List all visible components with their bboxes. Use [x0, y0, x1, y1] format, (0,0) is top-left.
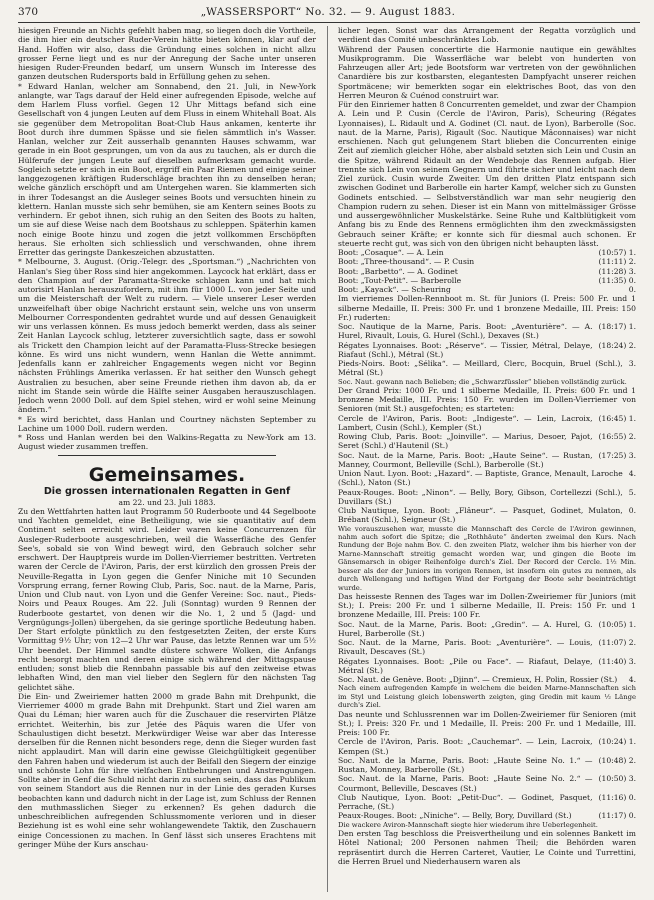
- results-list: [338, 322, 636, 378]
- result-row: [338, 657, 636, 676]
- result-time: 0.: [628, 506, 636, 516]
- section-subtitle: Die grossen internationalen Regatten in Genf: [43, 485, 291, 497]
- result-time: (11:35) 0.: [598, 275, 636, 285]
- result-time: (10:24) 1.: [598, 737, 636, 747]
- race-note: Wie vorauszusehen war, musste die Mannschaft des Cercle de l'Aviron gewinnen, nahm auch sofort die Spitze; die „Rothhäute“ änderten zweimal den Kurs. Nach Rundung der Boje nahm Bov. C. den zweiten Platz, welcher ihm bis hierher von der Marne-Mannschaft streitig gemacht worden war, und gingen die Boote im Gänsemarsch in obiger Reihenfolge durch's Ziel. Der Record der Cercle. 1½ Min. besser als der der Juniors im vorigen Rennen, ist insofern ein gutes zu nennen, als durch Wellengang und heftigen Wind der Fortgang der Boote sehr beeinträchtigt wurde.: [338, 524, 636, 592]
- paragraph: * Es wird berichtet, dass Hanlan und Courtney nächsten September zu Lachine um 1000 Doll. rudern werden.: [18, 414, 316, 433]
- result-row: [338, 248, 636, 257]
- result-row: [338, 774, 636, 793]
- result-entry: Rowing Club, Paris. Boot: „Joinville“. — Marius, Desoer, Pajot, Seret (Schl.) d'Hautenil (St.): [338, 432, 593, 451]
- paragraph: Zu den Wettfahrten hatten laut Programm 50 Ruderboote und 44 Segelboote und Yachten gemeldet, eine Betheiligung, wie sie quantitativ auf dem Continent selten erreicht wird. Leider waren keine Concurrenzen für Ausleger-Ruderboote ausgeschrieben, weil die Wasserfläche des Genfer See's, sobald sie von Wind bewegt wird, den Gebrauch solcher sehr erschwert. Der Hauptpreis wurde im Dollen-Vierriemer bestritten. Vertreten waren der Cercle de l'Aviron, Paris, der erst kürzlich den grossen Preis der Neuville-Regatta in Lyon gegen die Genfer Niniche mit 10 Secunden Vorsprung errang, ferner Rowing Club, Paris, Soc. naut. de la Marne, Paris, Union und Club naut. von Lyon und die Genfer Vereine: Soc. naut., Pieds-Noirs und Peaux Rouges. Am 22. Juli (Sonntag) wurden 9 Rennen der Ruderboote gestartet, von denen wir die No. 1, 2 und 5 (Jagd- und Vergnügungs-Jollen) übergehen, da sie geringe sportliche Bedeutung haben. Der Start erfolgte pünktlich zu den festgesetzten Zeiten, der erste Kurs Vormittag 9½ Uhr; von 12—2 Uhr war Pause, das letzte Rennen war um 5½ Uhr beendet. Der Himmel sandte düstere schwere Wolken, die Anfangs recht besorgt machten und deren einige sich während der Mittagspause entluden; sonst blieb die Rennbahn passable bis auf den zeitweise etwas lebhaften Wind, den man viel lieber den Seglern für den nächsten Tag gelichtet sähe.: [18, 506, 316, 692]
- paragraph: Den ersten Tag beschloss die Preisvertheilung und ein solennes Bankett im Hôtel National; 200 Personen nahmen Theil; die Behörden waren repräsentirt durch die Herren Carteret, Vautier, Le Cointe und Turrettini, die Herren Bruel und Niederhausern waren als: [338, 829, 636, 866]
- result-time: (11:40) 3.: [598, 656, 636, 666]
- result-time: (11:16) 0.: [598, 792, 636, 802]
- result-row: [338, 638, 636, 657]
- result-row: [338, 811, 636, 820]
- result-entry: Peaux-Rouges. Boot: „Niniche“. — Belly, Bory, Duvillard (St.): [338, 811, 572, 821]
- paragraph: Das neunte und Schlussrennen war im Dollen-Zweiriemer für Senioren (mit St.); I. Preis: 320 Fr. und 1 Medaille, II. Preis: 200 Fr. und 1 Medaille, III. Preis: 100 Fr.: [338, 709, 636, 738]
- result-time: 5.: [628, 487, 636, 497]
- result-row: [338, 793, 636, 812]
- result-entry: Régates Lyonnaises. Boot: „Pile ou Face“. — Riafaut, Delaye, Métral (St.): [338, 656, 593, 675]
- paragraph: licher legen. Sonst war das Arrangement der Regatta vorzüglich und verdient das Comité unbeschränktes Lob.: [338, 26, 636, 45]
- result-time: (11:11) 2.: [598, 257, 636, 267]
- result-time: (11:28) 3.: [598, 266, 636, 276]
- results-list: [338, 248, 636, 294]
- paragraph: * Melbourne, 3. August. (Orig.-Telegr. des „Sportsman.“) „Nachrichten von Hanlan's Sieg über Ross sind hier angekommen. Laycock hat erklärt, dass er den Champion auf der Paramatta-Strecke schlagen kann und hat mich autorisirt Hanlan herauszufordern, mit ihm für 1000 L. von jeder Seite und um die Meisterschaft der Welt zu rudern. — Viele unserer Leser werden unzweifelhaft über obige Nachricht erstaunt sein, welche uns von unserm Melbourner Correspondenten gedrahtet wurde und auf dessen Genauigkeit wir uns verlassen können. Es muss jedoch bemerkt werden, dass als seiner Zeit Hanlan Laycock schlug, letzterer zuversichtlich sagte, dass er sowohl als Trickett den Champion leicht auf der Paramatta-Fluss-Strecke besiegen könne. Es wird uns nicht wundern, wenn Hanlan die Wette annimmt. Jedenfalls kann er zahlreicher Engagements wegen nicht vor Beginn nächsten Frühlings Amerika verlassen. Er hat seither den Wunsch gehegt Australien zu besuchen, aber seine Freunde riethen ihm davon ab, da er nicht im Stande sein würde die Hälfte seiner Ausgaben herauszuschlagen. Jedoch wenn 2000 Doll. auf dem Spiel stehen, wird er wohl seine Meinung ändern.“: [18, 257, 316, 415]
- result-time: (11:17) 0.: [598, 811, 636, 821]
- race-note: Die wackere Aviron-Mannschaft siegte hier wiederum ihre Ueberlegenheit.: [338, 820, 598, 829]
- result-time: (10:50) 3.: [598, 774, 636, 784]
- result-row: [338, 359, 636, 378]
- section-rule: [58, 455, 276, 456]
- section-date: am 22. und 23. Juli 1883.: [118, 497, 216, 507]
- paragraph: Der Grand Prix: 1000 Fr. und 1 silberne Medaille, II. Preis: 600 Fr. und 1 bronzene Medaille, III. Preis: 150 Fr. wurden im Dollen-Vierriemer von Senioren (mit St.) ausgefochten; es starteten:: [338, 385, 636, 414]
- race-note: Nach einem aufregenden Kampfe in welchem die beiden Marne-Mannschaften sich im Styl und Leistung gleich lobenswerth zeigten, ging Gredin mit kaum ½ Länge durch's Ziel.: [338, 684, 636, 710]
- page-number: 370: [18, 6, 39, 18]
- result-entry: Régates Lyonnaises. Boot: „Réserve“. — Tissier, Métral, Delaye, Riafaut (Schl.), Métral (St.): [338, 340, 593, 359]
- paragraph: * Ross und Hanlan werden bei den Walkins-Regatta zu New-York am 13. August wieder zusammen treffen.: [18, 433, 316, 452]
- result-entry: Cercle de l'Aviron, Paris. Boot: „Indigeste“. — Lein, Lacroix, Lambert, Cusin (Schl.), Kempler (St.): [338, 413, 593, 432]
- result-row: [338, 451, 636, 470]
- result-row: [338, 469, 636, 488]
- paragraph: hiesigen Freunde an Nichts gefehlt haben mag, so liegen doch die Vortheile, die ihm hier ein deutscher Ruder-Verein hätte bieten können, klar auf der Hand. Hoffen wir also, dass die Gründung eines solchen in nicht allzu grosser Ferne liegt und es nur der Anregung der Sache unter unseren hiesigen Ruder-Freunden bedarf, um unsern Wunsch im Interesse des ganzen deutschen Rudersports bald in Erfüllung gehen zu sehen.: [18, 26, 316, 82]
- results-list: [338, 414, 636, 525]
- paragraph: Für den Einriemer hatten 8 Concurrenten gemeldet, und zwar der Champion A. Lein und P. Cusin (Cercle de l'Aviron, Paris), Scheuring (Régates Lyonnaises), L. Ridault und A. Godinet (Cl. naut. de Lyon), Barberolle (Soc. naut. de la Marne, Paris), Rigault (Soc. Nautique Mâconnaises) war nicht erschienen. Nach gut gelungenem Start blieben die Concurrenten einige Zeit auf ziemlich gleicher Höhe, aber alsbald setzten sich Lein und Cusin an die Spitze, während Ridault an der Wendeboje das Rennen aufgab. Hier trennte sich Lein von seinem Gegnern und führte sicher und leicht nach dem Ziel zurück. Cusin wurde Zweiter. Um den dritten Platz entspann sich zwischen Godinet und Barberolle ein harter Kampf, welcher sich zu Gunsten Godinets entschied. — Selbstverständlich war man sehr neugierig den Champion rudern zu sehen. Dieser ist ein Mann von mittelmässiger Grösse und aussergewöhnlicher Muskelstärke. Seine Ruhe und Kaltblütigkeit vom Anfang bis zu Ende des Rennens ermöglichten ihm den zweckmässigsten Gebrauch seiner Kräfte; er konnte sich für diesmal auch schonen. Er steuerte recht gut, was sich von den übrigen nicht behaupten lässt.: [338, 100, 636, 248]
- result-time: 4.: [628, 675, 636, 685]
- result-row: [338, 432, 636, 451]
- result-row: [338, 285, 636, 294]
- result-row: [338, 737, 636, 756]
- result-entry: Club Nautique, Lyon. Boot: „Flâneur“. — Pasquet, Godinet, Mulaton, Brébant (Schl.), Seigneur (St.): [338, 506, 623, 525]
- result-time: (16:45) 1.: [598, 413, 636, 423]
- result-entry: Club Nautique, Lyon. Boot: „Petit-Duc“. — Godinet, Pasquet, Perrache, (St.): [338, 792, 593, 812]
- right-column: [338, 26, 636, 892]
- result-entry: Cercle de l'Aviron, Paris. Boot: „Cauchemar“. — Lein, Lacroix, Kempen (St.): [338, 737, 593, 756]
- page-header: [18, 6, 640, 23]
- result-row: [338, 276, 636, 285]
- result-entry: Soc. Naut. de Genève. Boot: „Djinn“. — Cremieux, H. Polin, Rossier (St.): [338, 675, 618, 685]
- result-entry: Boot: „Barbetto“. — A. Godinet: [338, 266, 458, 276]
- result-row: [338, 506, 636, 525]
- result-entry: Union Naut. Lyon. Boot: „Hazard“. — Baptiste, Grance, Menault, Laroche (Schl.), Naton (St.): [338, 469, 623, 488]
- paragraph: Das heisseste Rennen des Tages war im Dollen-Zweiriemer für Juniors (mit St.); I. Preis: 200 Fr. und 1 silberne Medaille, II. Preis: 150 Fr. und 1 bronzene Medaille, III. Preis: 100 Fr.: [338, 591, 636, 620]
- result-row: [338, 322, 636, 341]
- results-list: [338, 620, 636, 685]
- paragraph: * Edward Hanlan, welcher am Sonnabend, den 21. Juli, in New-York anlangte, war Tags darauf der Held einer aufregenden Episode, welche auf dem Harlem Fluss vorfiel. Gegen 12 Uhr Mittags befand sich eine Gesellschaft von 4 jungen Leuten auf dem Fluss in einem Whitehall Boat. Als sie gegenüber dem Metropolitan Boat-Club Haus ankamen, kenterte ihr Boot durch ihre dummen Spässe und sie fielen sämmtlich in's Wasser. Hanlan, welcher zur Zeit ausserhalb genannten Hauses schwamm, war gerade in ein Boot gesprungen, um von da aus zu tauchen, als er durch die Hülferufe der jungen Leute auf dieselben aufmerksam gemacht wurde. Sogleich setzte er sich in ein Boot, ergriff ein Paar Riemen und einige seiner langgezogenen kräftigen Ruderschläge brachten ihn zu denselben heran; welche gänzlich erschöpft und am Untergehen waren. Sie klammerten sich in ihrer Todesangst an die Ausleger seines Boots und versuchten hinein zu klettern. Hanlan musste sich sehr bemühen, sie am Kentern seines Boots zu verhindern. Er gebot ihnen, sich ruhig an den Seiten des Boots zu halten, um sie auf diese Weise nach dem Bootshaus zu schleppen. Späterhin kamen noch einige Boote hinzu und zogen die jetzt vollkommen Erschöpften heraus. Sie erholten sich schliesslich und verschwanden, ohne ihrem Erretter das geringste Dankeszeichen abzustatten.: [18, 81, 316, 257]
- running-title: „WASSERSPORT“ No. 32. — 9. August 1883.: [200, 6, 456, 18]
- result-row: [338, 620, 636, 639]
- results-list: [338, 737, 636, 820]
- paragraph: Die Ein- und Zweiriemer hatten 2000 m grade Bahn mit Drehpunkt, die Vierriemer 4000 m grade Bahn mit Drehpunkt. Start und Ziel waren am Quai du Léman; hier waren auch für die Zuschauer die reservirten Plätze errichtet. Weiterhin, bis zur Jetée des Pâquis waren die Ufer von Schaulustigen dicht besetzt. Merkwürdiger Weise war aber das Interesse derselben für die Rennen nicht besonders rege, denn die Sieger wurden fast nicht applaudirt. Man will darin eine gewisse Gleichgültigkeit gegenüber den Fahren haben und wiederum ist auch der Beifall den Siegern der einzige und schönste Lohn für ihre vielfachen Entbehrungen und Anstrengungen. Sollte aber in Genf die Schuld nicht darin zu suchen sein, dass das Publikum von seinem Standort aus die Rennen nur in der Linie des geraden Kurses beobachten kann und dadurch nicht in der Lage ist, zum Schluss der Rennen den muthmasslichen Sieger zu erkennen? Es gehen dadurch die unbeschreiblichen aufregenden Schlussmomente verloren und in dieser Beziehung ist es wohl eine sehr wohlangewendete Taktik, den Zuschauern einige Concessionen zu machen. In Genf lässt sich unseres Erachtens mit geringer Mühe der Kurs anschau-: [18, 691, 316, 849]
- result-row: [338, 257, 636, 266]
- result-time: 0.: [628, 285, 636, 294]
- result-entry: Soc. Naut. de la Marne, Paris. Boot: „Gredin“. — A. Hurel, G. Hurel, Barberolle (St.): [338, 619, 593, 638]
- result-row: [338, 675, 636, 684]
- column-divider: [327, 26, 328, 892]
- result-row: [338, 414, 636, 433]
- left-column: [18, 26, 316, 892]
- paragraph: Während der Pausen concertirte die Harmonie nautique ein gewähltes Musikprogramm. Die Wasserfläche war belebt von hunderten von Fahrzeugen aller Art; jede Bootsform war vertreten von der gewöhnlichen Canardière bis zur kostbarsten, elegantesten Dampfyacht unserer reichen Sportmäcene; wir bemerkten sogar ein elektrisches Boot, das von den Herren Meuron & Cuénod construirt war.: [338, 44, 636, 100]
- result-entry: Boot: „Tout-Petit“. — Barberolle: [338, 275, 462, 285]
- result-time: (10:05) 1.: [598, 619, 636, 629]
- result-entry: Soc. Naut. de la Marne, Paris. Boot: „Aventurière“. — Louis, Rivault, Descaves (St.): [338, 638, 593, 657]
- paragraph: Im vierriemes Dollen-Rennboot m. St. für Juniors (I. Preis: 500 Fr. und 1 silberne Medaille, II. Preis: 300 Fr. und 1 bronzene Medaille, III. Preis: 150 Fr.) ruderten:: [338, 294, 636, 322]
- result-time: 4.: [628, 469, 636, 479]
- result-entry: Boot: „Kayack“. — Scheuring: [338, 285, 451, 294]
- result-entry: Boot: „Three-thousand“. — P. Cusin: [338, 257, 475, 267]
- result-time: (18:17) 1.: [598, 322, 636, 331]
- section-title: Gemeinsames.: [88, 463, 246, 486]
- result-entry: Peaux-Rouges. Boot: „Ninon“. — Belly, Bory, Gibson, Cortellezzi (Schl.), Duvillars (St.): [338, 487, 623, 506]
- race-note: Soc. Naut. gewann nach Belieben; die „Schwarzfüssler“ blieben vollständig zurück.: [338, 377, 627, 386]
- result-entry: Soc. Naut. de la Marne, Paris. Boot: „Haute Seine No. 2.“ — Courmont, Belleville, Descaves (St.): [338, 774, 593, 793]
- result-row: [338, 341, 636, 360]
- result-time: (16:55) 2.: [598, 432, 636, 442]
- result-time: (10:57) 1.: [598, 248, 636, 257]
- result-time: (10:48) 2.: [598, 755, 636, 765]
- result-row: [338, 488, 636, 507]
- result-time: (11:07) 2.: [598, 638, 636, 648]
- result-entry: Boot: „Cosaque“. — A. Lein: [338, 248, 444, 257]
- result-entry: Soc. Nautique de la Marne, Paris. Boot: „Aventurière“. — A. Hurel, Rivault, Louis, G. Hurel (Schl.), Dexaves (St.): [338, 322, 593, 341]
- result-entry: Soc. Naut. de la Marne, Paris. Boot: „Haute Seine“. — Rustan, Manney, Courmont, Belleville (Schl.), Barberolle (St.): [338, 450, 593, 469]
- result-time: 3.: [628, 359, 636, 368]
- result-entry: Pieds-Noirs. Boot: „Sélika“. — Meillard, Clerc, Bocquin, Bruel (Schl.), Métral (St.): [338, 359, 623, 378]
- result-row: [338, 756, 636, 775]
- result-time: (17:25) 3.: [598, 450, 636, 460]
- result-row: [338, 267, 636, 276]
- result-entry: Soc. Naut. de la Marne, Paris. Boot: „Haute Seine No. 1.“ — Rustan, Monney, Barberolle (St.): [338, 755, 593, 775]
- result-time: (18:24) 2.: [598, 340, 636, 350]
